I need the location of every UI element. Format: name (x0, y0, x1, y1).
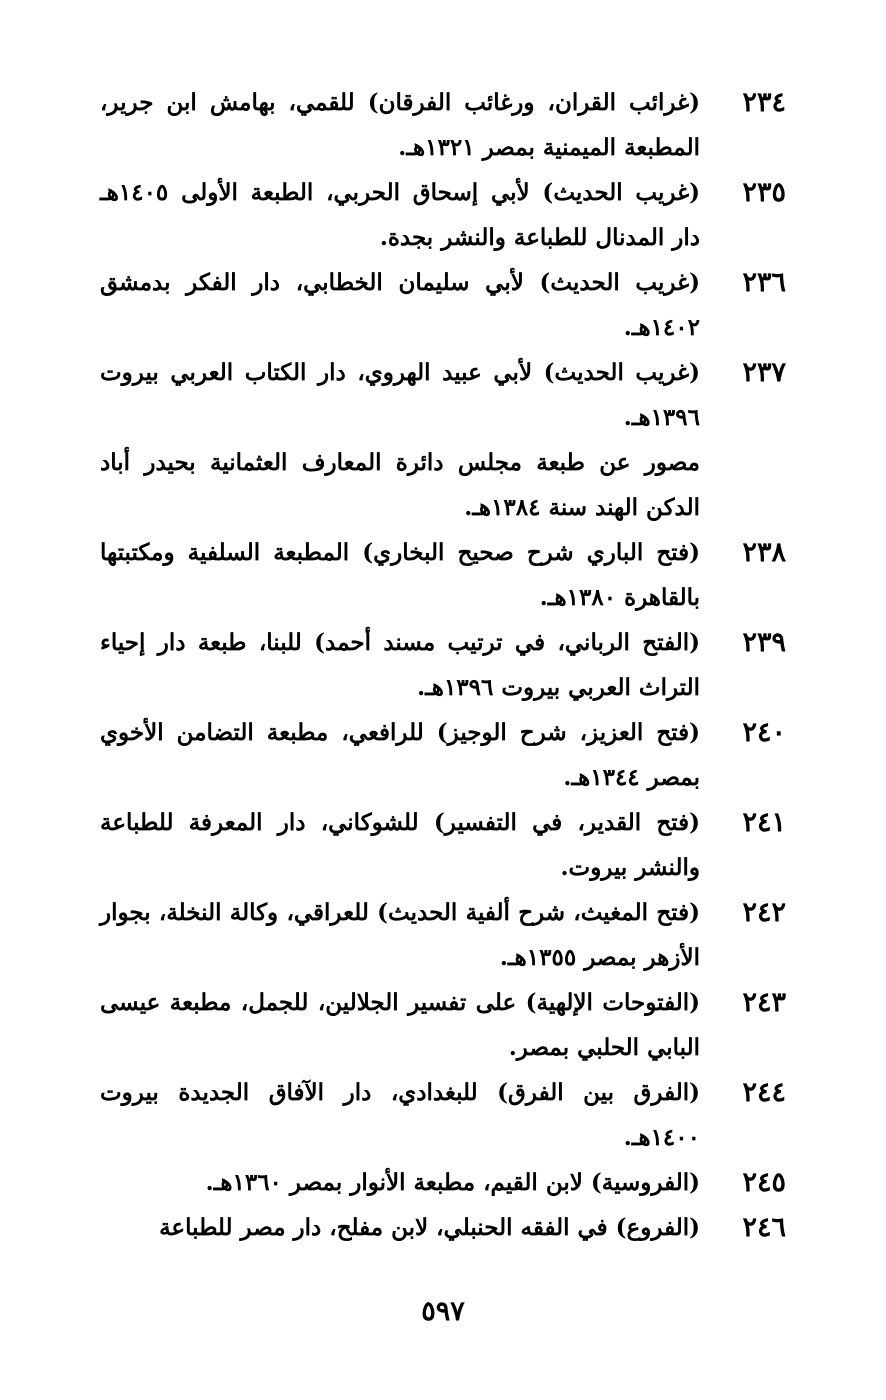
entry-text: (غريب الحديث) لأبي إسحاق الحربي، الطبعة الأولى ١٤٠٥هـ دار المدنال للطباعة والنشر بجدة. (100, 179, 700, 251)
entry-234 (100, 80, 786, 170)
entry-number: ٢٤٢ (742, 897, 786, 928)
entry-244 (100, 1070, 786, 1160)
entry-text: (الفرق بين الفرق) للبغدادي، دار الآفاق الجديدة بيروت ١٤٠٠هـ. (100, 1079, 700, 1151)
entry-text: (غريب الحديث) لأبي سليمان الخطابي، دار الفكر بدمشق ١٤٠٢هـ. (100, 269, 700, 341)
entry-240 (100, 710, 786, 800)
entry-237-note: مصور عن طبعة مجلس دائرة المعارف العثمانية بحيدر أباد الدكن الهند سنة ١٣٨٤هـ. (100, 449, 700, 521)
page-number: ٥٩٧ (421, 1296, 465, 1327)
entry-245 (100, 1160, 786, 1205)
entry-text: (الفروسية) لابن القيم، مطبعة الأنوار بمصر ١٣٦٠هـ. (205, 1169, 700, 1196)
entry-number: ٢٤٤ (742, 1077, 786, 1108)
entry-text: (الفتوحات الإلهية) على تفسير الجلالين، للجمل، مطبعة عيسى البابي الحلبي بمصر. (100, 989, 700, 1061)
entry-number: ٢٣٩ (742, 627, 786, 658)
entry-number: ٢٣٧ (742, 357, 786, 388)
entry-237 (100, 350, 786, 440)
entry-text: (الفتح الرباني، في ترتيب مسند أحمد) للبنا، طبعة دار إحياء التراث العربي بيروت ١٣٩٦هـ. (100, 629, 700, 701)
entry-number: ٢٤١ (742, 807, 786, 838)
entry-text: (فتح القدير، في التفسير) للشوكاني، دار المعرفة للطباعة والنشر بيروت. (100, 809, 700, 881)
entry-236 (100, 260, 786, 350)
entry-text: (الفروع) في الفقه الحنبلي، لابن مفلح، دار مصر للطباعة (159, 1214, 700, 1241)
entry-text: (فتح العزيز، شرح الوجيز) للرافعي، مطبعة التضامن الأخوي بمصر ١٣٤٤هـ. (100, 719, 700, 791)
entry-number: ٢٣٥ (742, 177, 786, 208)
entry-246 (100, 1205, 786, 1250)
entry-text: (فتح الباري شرح صحيح البخاري) المطبعة السلفية ومكتبتها بالقاهرة ١٣٨٠هـ. (100, 539, 700, 611)
entry-number: ٢٤٦ (742, 1212, 786, 1243)
entry-text: (غرائب القران، ورغائب الفرقان) للقمي، بهامش ابن جرير، المطبعة الميمنية بمصر ١٣٢١هـ. (100, 89, 700, 161)
entry-number: ٢٣٨ (742, 537, 786, 568)
bibliography-list (100, 80, 786, 1250)
entry-text: (فتح المغيث، شرح ألفية الحديث) للعراقي، وكالة النخلة، بجوار الأزهر بمصر ١٣٥٥هـ. (100, 899, 700, 971)
entry-number: ٢٤٣ (742, 987, 786, 1018)
entry-241 (100, 800, 786, 890)
entry-number: ٢٤٥ (742, 1167, 786, 1198)
entry-239 (100, 620, 786, 710)
entry-text: (غريب الحديث) لأبي عبيد الهروي، دار الكتاب العربي بيروت ١٣٩٦هـ. (100, 359, 700, 431)
entry-number: ٢٣٤ (742, 87, 786, 118)
entry-number: ٢٣٦ (742, 267, 786, 298)
entry-number: ٢٤٠ (742, 717, 786, 748)
entry-242 (100, 890, 786, 980)
entry-243 (100, 980, 786, 1070)
entry-238 (100, 530, 786, 620)
entry-235 (100, 170, 786, 260)
